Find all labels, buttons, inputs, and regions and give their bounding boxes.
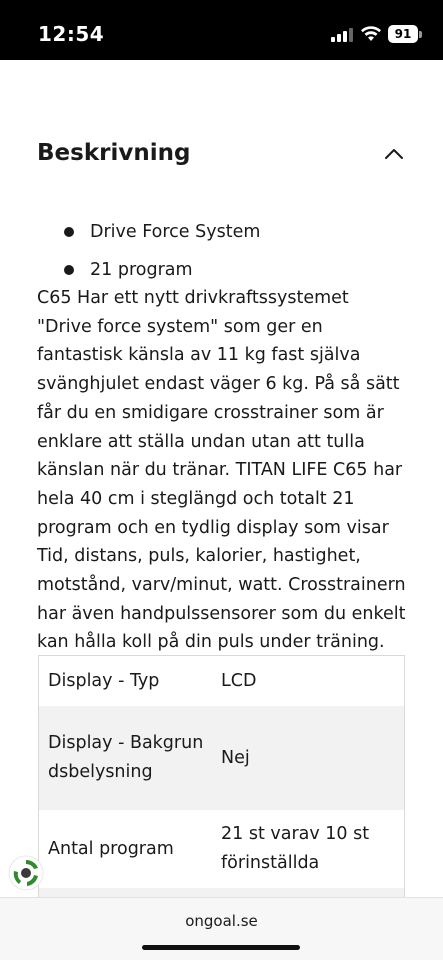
section-title: Beskrivning: [37, 140, 191, 166]
browser-url-bar[interactable]: [0, 897, 443, 960]
signal-icon: [331, 28, 353, 42]
spec-key: Display - Typ: [48, 670, 160, 691]
status-bar: [0, 0, 443, 60]
recycle-icon[interactable]: [7, 854, 45, 892]
spec-value: Nej: [221, 747, 250, 768]
table-row: [39, 706, 404, 810]
table-row: [39, 810, 404, 888]
list-item: [64, 219, 260, 257]
chevron-up-icon[interactable]: [381, 143, 407, 165]
list-item-label: 21 program: [90, 260, 193, 280]
spec-value: 21 st varav 10 st förinställda: [221, 824, 370, 873]
home-indicator[interactable]: [142, 945, 300, 950]
bullet-dot-icon: [64, 265, 74, 275]
battery-icon: 91: [388, 25, 418, 43]
list-item-label: Drive Force System: [90, 222, 261, 242]
spec-key: Antal program: [48, 838, 174, 859]
spec-key: Display - Bakgrundsbelysning: [48, 733, 204, 782]
url-text[interactable]: ongoal.se: [185, 912, 258, 930]
battery-tip: [419, 31, 422, 38]
wifi-icon: [360, 24, 382, 42]
spec-table: [38, 655, 405, 908]
spec-value: LCD: [221, 670, 257, 691]
status-time: 12:54: [38, 22, 105, 46]
table-row: [39, 656, 404, 706]
bullet-dot-icon: [64, 227, 74, 237]
product-description: C65 Har ett nytt drivkraftssystemet "Drive force system" som ger en fantastisk känsla av 11 kg fast själva svänghjulet endast väger 6 kg. På så sätt får du en smidigare crosstrainer som är enklare att ställa undan utan att tulla känslan när du tränar. TITAN LIFE C65 har hela 40 cm i steglängd och totalt 21 program och en tydlig display som visar Tid, distans, puls, kalorier, hastighet, motstånd, varv/minut, watt. Crosstrainern har även handpulssensorer som du enkelt kan hålla koll på din puls under träning.: [37, 288, 406, 653]
